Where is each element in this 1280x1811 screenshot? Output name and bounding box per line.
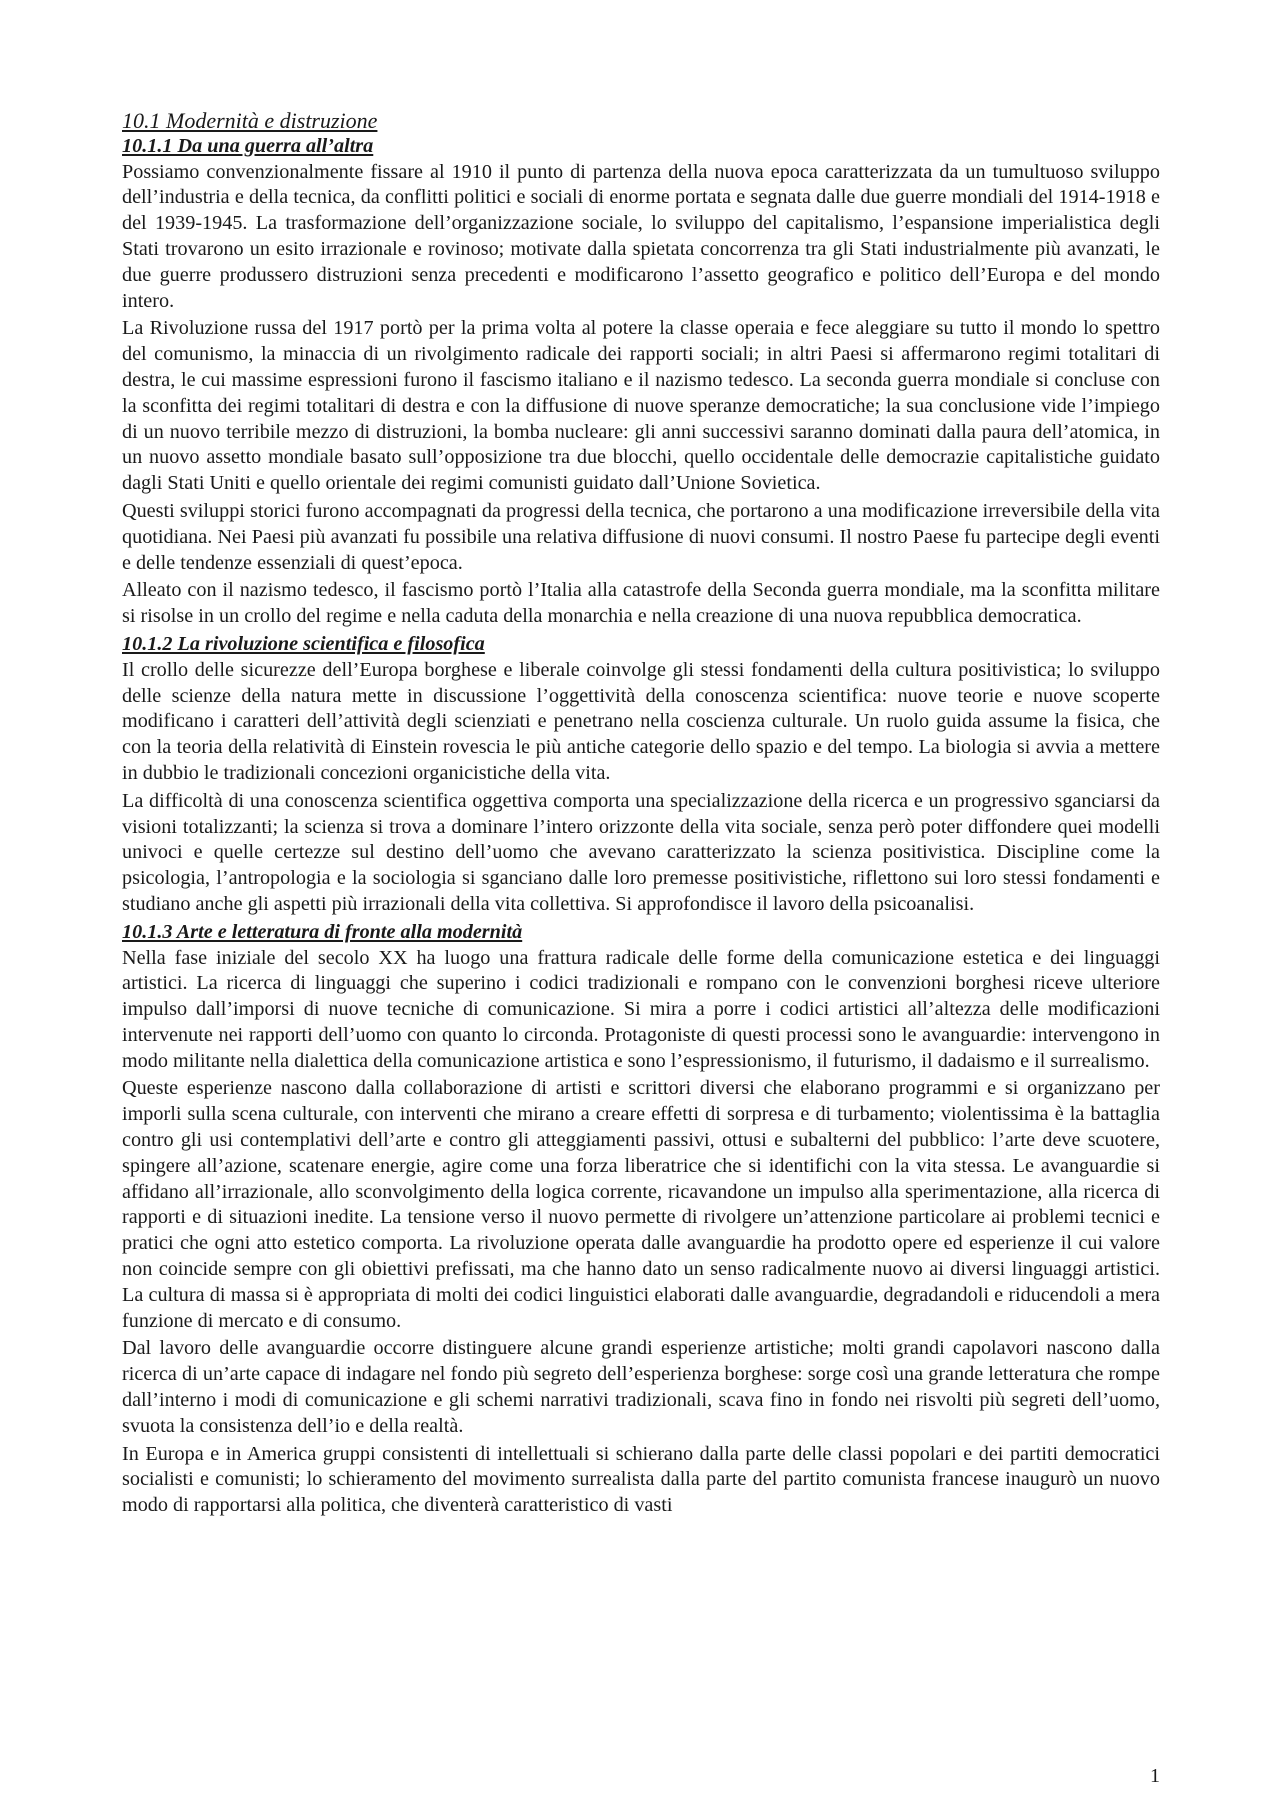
section-3: [122, 920, 1160, 1519]
paragraph: Dal lavoro delle avanguardie occorre distinguere alcune grandi esperienze artistiche; molti grandi capolavori nascono dalla ricerca di un’arte capace di indagare nel fondo più segreto dell’esperienza borghese: sorge così una grande letteratura che rompe dall’interno i modi di comunicazione e gli schemi narrativi tradizionali, scava fino in fondo nei risvolti più segreti dell’uomo, svuota la consistenza dell’io e della realtà.: [122, 1337, 1160, 1437]
paragraph: Possiamo convenzionalmente fissare al 1910 il punto di partenza della nuova epoca caratterizzata da un tumultuoso sviluppo dell’industria e della tecnica, da conflitti politici e sociali di enorme portata e segnata dalle due guerre mondiali del 1914-1918 e del 1939-1945. La trasformazione dell’organizzazione sociale, lo sviluppo del capitalismo, l’espansione imperialistica degli Stati trovarono un esito irrazionale e rovinoso; motivate dalla spietata concorrenza tra gli Stati industrialmente più avanzati, le due guerre produssero distruzioni senza precedenti e modificarono l’assetto geografico e politico dell’Europa e del mondo intero.: [122, 160, 1160, 312]
paragraph: In Europa e in America gruppi consistenti di intellettuali si schierano dalla parte delle classi popolari e dei partiti democratici socialisti e comunisti; lo schieramento del movimento surrealista dalla parte del partito comunista francese inaugurò un nuovo modo di rapportarsi alla politica, che diventerà caratteristico di vasti: [122, 1442, 1160, 1517]
paragraph: Il crollo delle sicurezze dell’Europa borghese e liberale coinvolge gli stessi fondamenti della cultura positivistica; lo sviluppo delle scienze della natura mette in discussione l’oggettività della conoscenza scientifica: nuove teorie e nuove scoperte modificano i caratteri dell’attività degli scienziati e penetrano nella coscienza culturale. Un ruolo guida assume la fisica, che con la teoria della relatività di Einstein rovescia le più antiche categorie dello spazio e del tempo. La biologia si avvia a mettere in dubbio le tradizionali concezioni organicistiche della vita.: [122, 658, 1160, 784]
paragraph: Alleato con il nazismo tedesco, il fascismo portò l’Italia alla catastrofe della Seconda guerra mondiale, ma la sconfitta militare si risolse in un crollo del regime e nella caduta della monarchia e nella creazione di una nuova repubblica democratica.: [122, 579, 1160, 628]
section-title: 10.1.1 Da una guerra all’altra: [122, 134, 374, 157]
paragraph: Nella fase iniziale del secolo XX ha luogo una frattura radicale delle forme della comunicazione estetica e dei linguaggi artistici. La ricerca di linguaggi che superino i codici tradizionali e rompano con le convenzioni borghesi riceve ulteriore impulso dall’imporsi di nuove tecniche di comunicazione. Si mira a porre i codici artistici all’altezza delle modificazioni intervenute nei rapporti dell’uomo con quanto lo circonda. Protagoniste di questi processi sono le avanguardie: intervengono in modo militante nella dialettica della comunicazione artistica e sono l’espressionismo, il futurismo, il dadaismo e il surrealismo.: [122, 946, 1160, 1072]
paragraph: La Rivoluzione russa del 1917 portò per la prima volta al potere la classe operaia e fece aleggiare su tutto il mondo lo spettro del comunismo, la minaccia di un rivolgimento radicale dei rapporti sociali; in altri Paesi si affermarono regimi totalitari di destra, le cui massime espressioni furono il fascismo italiano e il nazismo tedesco. La seconda guerra mondiale si concluse con la sconfitta dei regimi totalitari di destra e con la diffusione di nuove speranze democratiche; la sua conclusione vide l’impiego di un nuovo terribile mezzo di distruzioni, la bomba nucleare: gli anni successivi saranno dominati dalla paura dell’atomica, in un nuovo assetto mondiale basato sull’opposizione tra due blocchi, quello occidentale delle democrazie capitalistiche guidato dagli Stati Uniti e quello orientale dei regimi comunisti guidato dall’Unione Sovietica.: [122, 317, 1160, 495]
section-title: 10.1.2 La rivoluzione scientifica e filosofica: [122, 632, 485, 655]
paragraph: La difficoltà di una conoscenza scientifica oggettiva comporta una specializzazione della ricerca e un progressivo sganciarsi da visioni totalizzanti; la scienza si trova a dominare l’intero orizzonte della vita sociale, senza però poter diffondere quei modelli univoci e quelle certezze sul destino dell’uomo che avevano caratterizzato la scienza positivistica. Discipline come la psicologia, l’antropologia e la sociologia si sganciano dalle loro premesse positivistiche, riflettono sui loro stessi fondamenti e studiano anche gli aspetti più irrazionali della vita collettiva. Si approfondisce il lavoro della psicoanalisi.: [122, 789, 1160, 915]
section-1: [122, 134, 1160, 630]
paragraph: Queste esperienze nascono dalla collaborazione di artisti e scrittori diversi che elaborano programmi e si organizzano per imporli sulla scena culturale, con interventi che mirano a creare effetti di sorpresa e di turbamento; violentissima è la battaglia contro gli usi contemplativi dell’arte e contro gli atteggiamenti passivi, ottusi e subalterni del pubblico: l’arte deve scuotere, spingere all’azione, scatenare energie, agire come una forza liberatrice che si identifichi con la vita stessa. Le avanguardie si affidano all’irrazionale, allo sconvolgimento della logica corrente, ricavandone un impulso alla sperimentazione, alla ricerca di rapporti e di situazioni inedite. La tensione verso il nuovo permette di rivolgere un’attenzione particolare ai problemi tecnici e pratici che ogni atto estetico comporta. La rivoluzione operata dalle avanguardie ha prodotto opere ed esperienze il cui valore non coincide sempre con gli obiettivi prefissati, ma che hanno dato un senso radicalmente nuovo ai diversi linguaggi artistici. La cultura di massa si è appropriata di molti dei codici linguistici elaborati dalle avanguardie, degradandoli e riducendoli a mera funzione di mercato e di consumo.: [122, 1077, 1160, 1332]
section-2: [122, 632, 1160, 918]
paragraph: Questi sviluppi storici furono accompagnati da progressi della tecnica, che portarono a una modificazione irreversibile della vita quotidiana. Nei Paesi più avanzati fu possibile una relativa diffusione di nuovi consumi. Il nostro Paese fu partecipe degli eventi e delle tendenze essenziali di quest’epoca.: [122, 499, 1160, 574]
document-page: [122, 108, 1160, 1521]
section-title: 10.1.3 Arte e letteratura di fronte alla modernità: [122, 920, 523, 943]
chapter-title: 10.1 Modernità e distruzione: [122, 108, 378, 133]
page-number: 1: [1150, 1765, 1160, 1787]
